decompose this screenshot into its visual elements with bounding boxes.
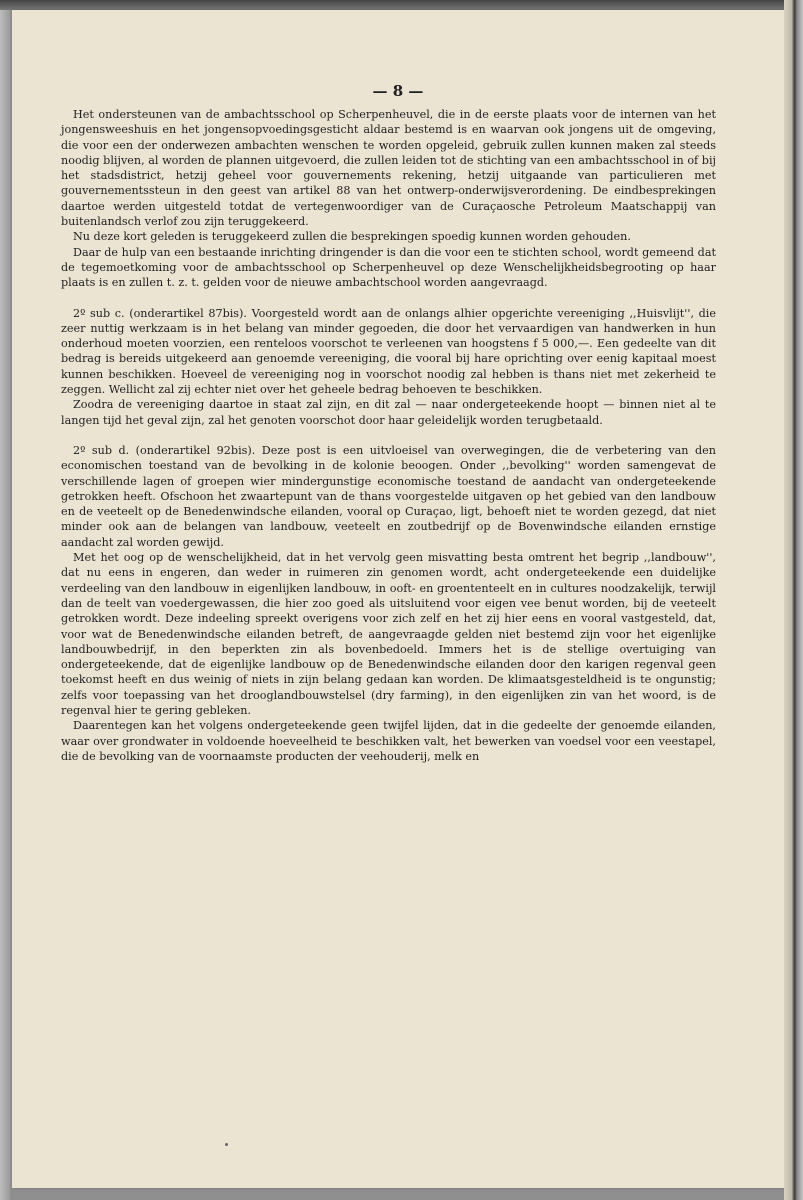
document-page <box>12 10 784 1188</box>
body-text <box>61 107 716 764</box>
scanner-left-edge <box>0 0 10 1200</box>
paragraph-terugbetaald: Zoodra de vereeniging daartoe in staat zal zijn, en dit zal — naar ondergeteekende hoopt — binnen niet al te langen tijd het geval zijn, zal het genoten voorschot door haar geleidelijk worden terugbetaald. <box>61 398 716 427</box>
book-spine-edge <box>784 0 803 1200</box>
scanner-top-edge <box>0 0 803 10</box>
paragraph-veestapel: Daarentegen kan het volgens ondergeteekende geen twijfel lijden, dat in die gedeelte der genoemde eilanden, waar over grondwater in voldoende hoeveelheid te beschikken valt, het bewerken van voedsel voor een veestapel, die de bevolking van de voornaamste producten der veehouderij, melk en <box>61 719 716 763</box>
paper-speck <box>225 1143 228 1146</box>
page-number: — 8 — <box>372 82 424 100</box>
paragraph-landbouw: Met het oog op de wenschelijkheid, dat in het vervolg geen misvatting besta omtrent het begrip ,,landbouw'', dat nu eens in engeren, dan weder in ruimeren zin genomen wordt, acht ondergeteekende een duidelijke verdeeling van den landbouw in eigenlijken landbouw, in ooft- en groententeelt en in cultures noodzakelijk, terwijl dan de teelt van voedergewassen, die hier zoo goed als uitsluitend voor eigen vee benut worden, bij de veeteelt getrokken wordt. Deze indeeling spreekt overigens voor zich zelf en het zij hier eens en vooral vastgesteld, dat, voor wat de Benedenwindsche eilanden betreft, de aangevraagde gelden niet bestemd zijn voor het eigenlijke landbouwbedrijf, in den beperkten zin als bovenbedoeld. Immers het is de stellige overtuiging van ondergeteekende, dat de eigenlijke landbouw op de Benedenwindsche eilanden door den karigen regenval geen toekomst heeft en dus weinig of niets in zijn belang gedaan kan worden. De klimaatsgesteldheid is te ongunstig; zelfs voor toepassing van het drooglandbouwstelsel (dry farming), in den eigenlijken zin van het woord, is de regenval hier te gering gebleken. <box>61 551 716 717</box>
paragraph-sub-c: 2º sub c. (onderartikel 87bis). Voorgesteld wordt aan de onlangs alhier opgerichte vereeniging ,,Huisvlijt'', die zeer nuttig werkzaam is in het belang van minder gegoeden, die door het vervaardigen van handwerken in hun onderhoud moeten voorzien, een renteloos voorschot te verleenen van hoogstens f 5 000,—. Een gedeelte van dit bedrag is bereids uitgekeerd aan genoemde vereeniging, die vooral bij hare oprichting over eenig kapitaal moest kunnen beschikken. Hoeveel de vereeniging nog in voorschot noodig zal hebben is thans niet met zekerheid te zeggen. Wellicht zal zij echter niet over het geheele bedrag behoeven te beschikken. <box>61 306 716 397</box>
paragraph-ambachtsschool: Het ondersteunen van de ambachtsschool op Scherpenheuvel, die in de eerste plaats voor de internen van het jongensweeshuis en het jongensopvoedingsgesticht aldaar bestemd is en waarvan ook jongens uit de omgeving, die voor een der onderwezen ambachten wenschen te worden opgeleid, gebruik zullen kunnen maken zal steeds noodig blijven, al worden de plannen uitgevoerd, die zullen leiden tot de stichting van een ambachtsschool in of bij het stadsdistrict, hetzij geheel voor gouvernements rekening, hetzij uitgaande van particulieren met gouvernementssteun in den geest van artikel 88 van het ontwerp-onderwijsverordening. De eindbesprekingen daartoe werden uitgesteld totdat de vertegenwoordiger van de Curaçaosche Petroleum Maatschappij van buitenlandsch verlof zou zijn teruggekeerd. <box>61 108 716 229</box>
paragraph-besprekingen: Nu deze kort geleden is teruggekeerd zullen die besprekingen spoedig kunnen worden gehouden. <box>73 230 631 244</box>
paragraph-hulp: Daar de hulp van een bestaande inrichting dringender is dan die voor een te stichten school, wordt gemeend dat de tegemoetkoming voor de ambachtsschool op Scherpenheuvel op deze Wenschelijkheidsbegrooting op haar plaats is en zullen t. z. t. gelden voor de nieuwe ambachtschool worden aangevraagd. <box>61 245 716 290</box>
paragraph-sub-d: 2º sub d. (onderartikel 92bis). Deze post is een uitvloeisel van overwegingen, die de verbetering van den economischen toestand van de bevolking in de kolonie beoogen. Onder ,,bevolking'' worden samengevat de verschillende lagen of groepen wier mindergunstige economische toestand de aandacht van ondergeteekende getrokken heeft. Ofschoon het zwaartepunt van de thans voorgestelde uitgaven op het gebied van den landbouw en de veeteelt op de Benedenwindsche eilanden, vooral op Curaçao, ligt, behoeft niet te worden gezegd, dat niet minder ook aan de belangen van landbouw, veeteelt en zoutbedrijf op de Bovenwindsche eilanden ernstige aandacht zal worden gewijd. <box>61 443 716 549</box>
